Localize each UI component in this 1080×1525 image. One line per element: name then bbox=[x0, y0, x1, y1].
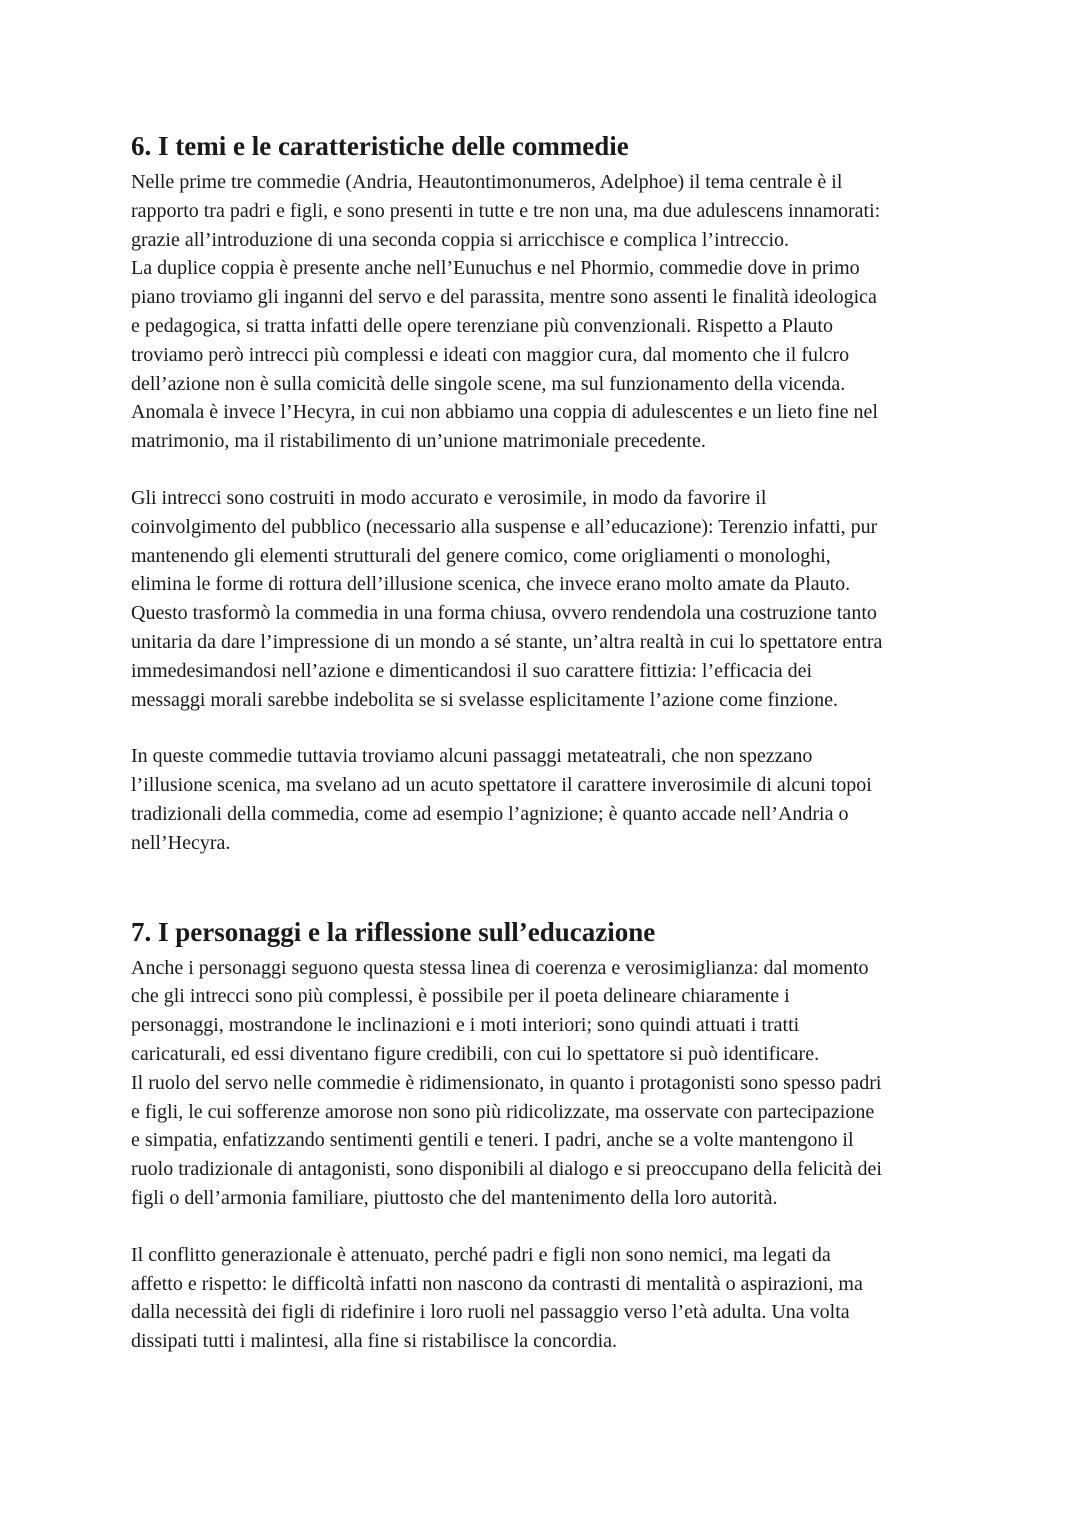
text-line: personaggi, mostrandone le inclinazioni e i moti interiori; sono quindi attuati i tratti bbox=[131, 1014, 800, 1037]
text-line: Gli intrecci sono costruiti in modo accurato e verosimile, in modo da favorire il bbox=[131, 486, 767, 509]
text-line: ruolo tradizionale di antagonisti, sono disponibili al dialogo e si preoccupano della felicità dei bbox=[131, 1158, 882, 1181]
text-line: mantenendo gli elementi strutturali del genere comico, come origliamenti o monologhi, bbox=[131, 544, 831, 567]
paragraph-characters bbox=[131, 954, 961, 1213]
text-line: coinvolgimento del pubblico (necessario alla suspense e all’educazione): Terenzio infatti, pur bbox=[131, 515, 878, 538]
paragraph-spacer bbox=[131, 456, 961, 484]
text-line: unitaria da dare l’impressione di un mondo a sé stante, un’altra realtà in cui lo spettatore entra bbox=[131, 630, 883, 653]
text-line: dalla necessità dei figli di ridefinire i loro ruoli nel passaggio verso l’età adulta. Una volta bbox=[131, 1301, 850, 1324]
paragraph-spacer bbox=[131, 714, 961, 742]
text-line: Il ruolo del servo nelle commedie è ridimensionato, in quanto i protagonisti sono spesso padri bbox=[131, 1071, 882, 1094]
paragraph-metatheatre bbox=[131, 742, 961, 857]
text-line: Anche i personaggi seguono questa stessa linea di coerenza e verosimiglianza: dal momento bbox=[131, 956, 869, 979]
document-page bbox=[131, 128, 961, 1356]
text-line: e simpatia, enfatizzando sentimenti gentili e teneri. I padri, anche se a volte mantengono il bbox=[131, 1129, 854, 1152]
text-line: La duplice coppia è presente anche nell’Eunuchus e nel Phormio, commedie dove in primo bbox=[131, 257, 860, 280]
text-line: tradizionali della commedia, come ad esempio l’agnizione; è quanto accade nell’Andria o bbox=[131, 802, 849, 825]
section-heading-6: 6. I temi e le caratteristiche delle commedie bbox=[131, 131, 629, 161]
text-line: affetto e rispetto: le difficoltà infatti non nascono da contrasti di mentalità o aspirazioni, ma bbox=[131, 1272, 863, 1295]
text-line: l’illusione scenica, ma svelano ad un acuto spettatore il carattere inverosimile di alcuni topoi bbox=[131, 774, 872, 797]
text-line: In queste commedie tuttavia troviamo alcuni passaggi metateatrali, che non spezzano bbox=[131, 745, 813, 768]
section-heading-7: 7. I personaggi e la riflessione sull’educazione bbox=[131, 916, 656, 947]
text-line: elimina le forme di rottura dell’illusione scenica, che invece erano molto amate da Plauto. bbox=[131, 573, 851, 596]
text-line: e pedagogica, si tratta infatti delle opere terenziane più convenzionali. Rispetto a Plauto bbox=[131, 314, 833, 337]
text-line: Il conflitto generazionale è attenuato, perché padri e figli non sono nemici, ma legati da bbox=[131, 1243, 831, 1266]
paragraph-plot-construction bbox=[131, 484, 961, 714]
text-line: piano troviamo gli inganni del servo e del parassita, mentre sono assenti le finalità ideologica bbox=[131, 286, 877, 309]
section-spacer bbox=[131, 858, 961, 914]
text-line: dell’azione non è sulla comicità delle singole scene, ma sul funzionamento della vicenda. bbox=[131, 372, 846, 395]
text-line: messaggi morali sarebbe indebolita se si svelasse esplicitamente l’azione come finzione. bbox=[131, 688, 838, 711]
text-line: nell’Hecyra. bbox=[131, 831, 231, 854]
text-line: rapporto tra padri e figli, e sono presenti in tutte e tre non una, ma due adulescens innamorati: bbox=[131, 199, 881, 222]
paragraph-spacer bbox=[131, 1213, 961, 1241]
paragraph-generational-conflict bbox=[131, 1241, 961, 1356]
text-line: Anomala è invece l’Hecyra, in cui non abbiamo una coppia di adulescentes e un lieto fine nel bbox=[131, 401, 878, 424]
text-line: Questo trasformò la commedia in una forma chiusa, ovvero rendendola una costruzione tanto bbox=[131, 602, 877, 625]
text-line: Nelle prime tre commedie (Andria, Heautontimonumeros, Adelphoe) il tema centrale è il bbox=[131, 171, 843, 193]
text-line: immedesimandosi nell’azione e dimenticandosi il suo carattere fittizia: l’efficacia dei bbox=[131, 659, 813, 682]
paragraph-themes-intro bbox=[131, 168, 961, 456]
text-line: figli o dell’armonia familiare, piuttosto che del mantenimento della loro autorità. bbox=[131, 1186, 778, 1209]
text-line: caricaturali, ed essi diventano figure credibili, con cui lo spettatore si può identificare. bbox=[131, 1042, 820, 1065]
text-line: dissipati tutti i malintesi, alla fine si ristabilisce la concordia. bbox=[131, 1330, 617, 1353]
text-line: troviamo però intrecci più complessi e ideati con maggior cura, dal momento che il fulcro bbox=[131, 343, 850, 366]
text-line: che gli intrecci sono più complessi, è possibile per il poeta delineare chiaramente i bbox=[131, 985, 790, 1008]
text-line: matrimonio, ma il ristabilimento di un’unione matrimoniale precedente. bbox=[131, 430, 706, 453]
text-line: grazie all’introduzione di una seconda coppia si arricchisce e complica l’intreccio. bbox=[131, 228, 790, 251]
text-line: e figli, le cui sofferenze amorose non sono più ridicolizzate, ma osservate con partecipazione bbox=[131, 1100, 875, 1123]
